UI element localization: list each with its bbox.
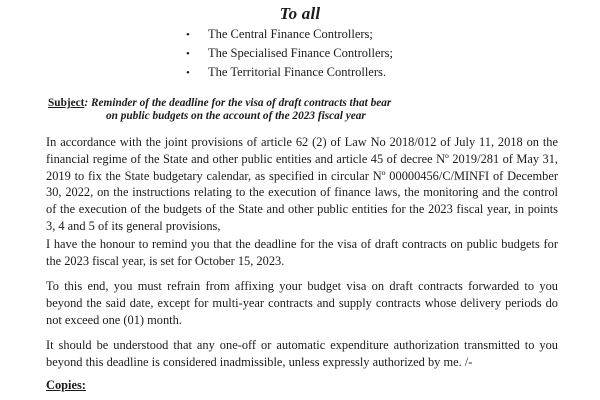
addressee-heading: To all bbox=[279, 4, 321, 23]
subject-separator: : bbox=[84, 97, 91, 109]
bullet-icon: • bbox=[186, 67, 190, 79]
recipient-name: The Specialised Finance Controllers; bbox=[208, 46, 394, 60]
subject-block bbox=[48, 97, 568, 123]
subject-line-1: Reminder of the deadline for the visa of draft contracts that bear bbox=[91, 97, 392, 109]
list-item bbox=[186, 25, 393, 44]
recipient-name: The Territorial Finance Controllers. bbox=[208, 65, 387, 79]
bullet-icon: • bbox=[186, 29, 190, 41]
body-paragraph-legal-basis: In accordance with the joint provisions of article 62 (2) of Law No 2018/012 of July 11, 2018 on the financial regime of the State and other public entities and article 45 of decree Nº 2019/281 of May 31, 2019 to fix the State budgetary calendar, as specified in circular Nº 00000456/C/MINFI of December 30, 2022, on the instructions relating to the execution of finance laws, the monitoring and the control of the execution of the budgets of the State and other public entities for the 2023 fiscal year, in points 3, 4 and 5 of its general provisions, bbox=[46, 135, 558, 233]
list-item bbox=[186, 44, 393, 63]
bullet-icon: • bbox=[186, 48, 190, 60]
body-paragraph-deadline: I have the honour to remind you that the deadline for the visa of draft contracts on public budgets for the 2023 fiscal year, is set for October 15, 2023. bbox=[46, 237, 558, 268]
recipient-list bbox=[186, 25, 393, 82]
list-item bbox=[186, 63, 393, 82]
subject-line-2: on public budgets on the account of the 2023 fiscal year bbox=[106, 110, 366, 122]
recipient-name: The Central Finance Controllers; bbox=[208, 27, 373, 41]
copies-heading: Copies: bbox=[46, 378, 86, 392]
body-paragraph-instruction: To this end, you must refrain from affixing your budget visa on draft contracts forwarded to you beyond the said date, except for multi-year contracts and supply contracts whose delivery periods do not exceed one (01) month. bbox=[46, 279, 558, 327]
body-paragraph-inadmissibility: It should be understood that any one-off or automatic expenditure authorization transmitted to you beyond this deadline is considered inadmissible, unless expressly authorized by me. /- bbox=[46, 338, 558, 369]
subject-label: Subject bbox=[48, 97, 85, 109]
